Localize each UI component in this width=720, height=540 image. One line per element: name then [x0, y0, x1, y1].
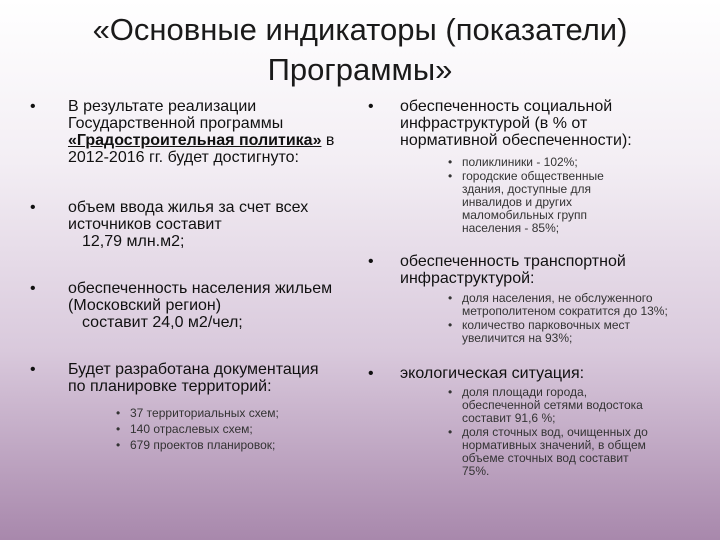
bullet-icon: •	[448, 385, 453, 399]
title-line-1: «Основные индикаторы (показатели)	[92, 12, 628, 47]
documentation-sublist	[116, 407, 356, 452]
sub-item: • количество парковочных мест увеличится на 93%;	[448, 318, 630, 345]
ecology-sublist	[448, 386, 653, 478]
bullet-icon: •	[30, 199, 36, 216]
housing-value: 12,79 млн.м2;	[82, 233, 185, 250]
sub-item: • доля площади города, обеспеченной сетями водостока составит 91,6 %;	[448, 385, 643, 425]
population-value: составит 24,0 м2/чел;	[82, 314, 243, 331]
left-bullet-result	[30, 98, 358, 166]
sub-item: • 37 территориальных схем;	[116, 406, 279, 420]
sub-item: • городские общественные здания, доступные для инвалидов и других маломобильных групп населения - 85%;	[448, 169, 604, 235]
right-bullet-ecology	[368, 365, 670, 382]
documentation-text: Будет разработана документация по планировке территорий:	[68, 361, 319, 395]
right-bullet-social	[368, 98, 670, 149]
sub-item: • доля сточных вод, очищенных до нормативных значений, в общем объеме сточных вод составит 75%.	[448, 425, 648, 478]
social-sublist	[448, 156, 648, 235]
transport-text: обеспеченность транспортной инфраструктурой:	[400, 253, 626, 287]
ecology-text: экологическая ситуация:	[400, 365, 585, 382]
bullet-icon: •	[448, 169, 453, 183]
right-bullet-transport	[368, 253, 670, 287]
social-text: обеспеченность социальной инфраструктурой (в % от нормативной обеспеченности):	[400, 98, 632, 149]
left-bullet-housing	[30, 199, 358, 250]
left-bullet-population	[30, 280, 358, 331]
bullet-icon: •	[448, 318, 453, 332]
transport-sublist	[448, 292, 678, 345]
bullet-icon: •	[368, 98, 374, 115]
bullet-icon: •	[448, 155, 453, 169]
housing-text: объем ввода жилья за счет всех источников составит	[68, 199, 309, 233]
bullet-icon: •	[448, 291, 453, 305]
bullet-icon: •	[116, 438, 121, 452]
sub-item: • доля населения, не обслуженного метрополитеном сократится до 13%;	[448, 291, 668, 318]
bullet-icon: •	[116, 406, 121, 420]
sub-item: • поликлиники - 102%;	[448, 155, 578, 169]
bullet-icon: •	[30, 280, 36, 297]
result-intro-suffix: в 2012-2016 гг. будет достигнуто:	[68, 132, 335, 166]
sub-item: • 140 отраслевых схем;	[116, 422, 253, 436]
bullet-icon: •	[30, 361, 36, 378]
right-column	[368, 98, 708, 478]
bullet-icon: •	[368, 365, 374, 382]
result-intro-text: В результате реализации Государственной программы	[68, 98, 284, 132]
left-column	[30, 98, 360, 452]
title-line-2: Программы»	[267, 52, 453, 87]
left-bullet-documentation	[30, 361, 328, 395]
bullet-icon: •	[116, 422, 121, 436]
sub-item: • 679 проектов планировок;	[116, 438, 276, 452]
page-title	[0, 10, 720, 90]
program-name-link[interactable]: «Градостроительная политика»	[68, 132, 322, 149]
bullet-icon: •	[30, 98, 36, 115]
bullet-icon: •	[368, 253, 374, 270]
bullet-icon: •	[448, 425, 453, 439]
population-text: обеспеченность населения жильем (Московский регион)	[68, 280, 333, 314]
